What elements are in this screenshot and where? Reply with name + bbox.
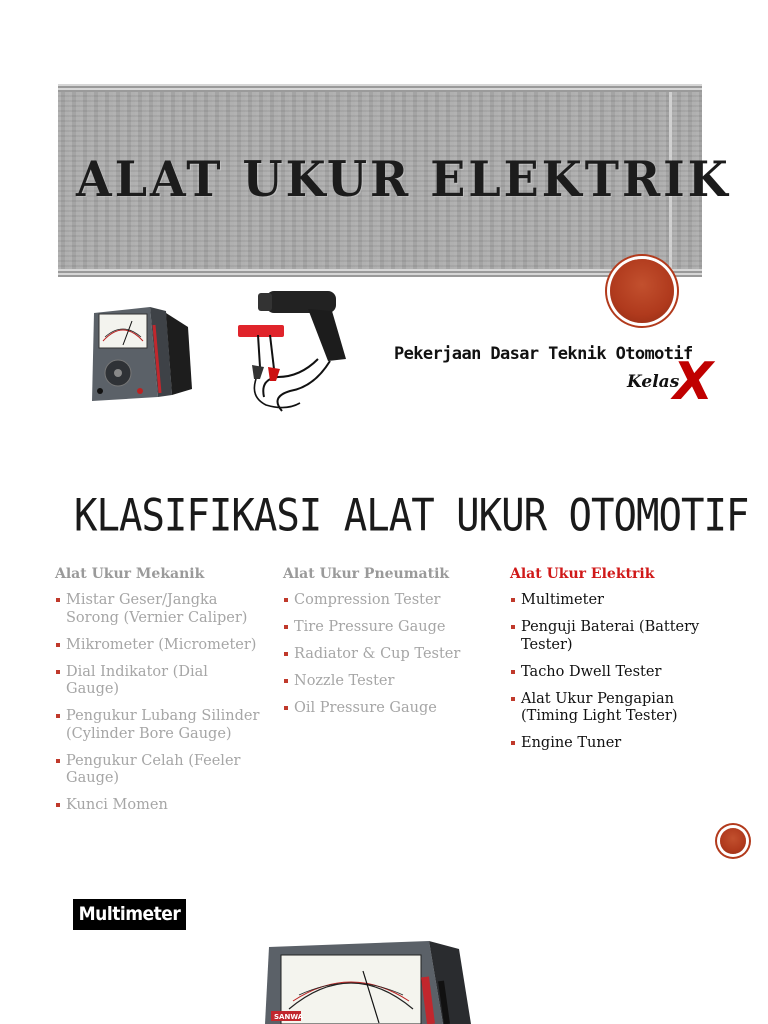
multimeter-label: Multimeter (73, 899, 186, 930)
list-item: Multimeter (510, 592, 710, 610)
list-item: Nozzle Tester (283, 673, 493, 691)
item-list (55, 592, 265, 815)
column-pneumatik (283, 566, 493, 727)
list-item: Engine Tuner (510, 735, 710, 753)
column-title: Alat Ukur Elektrik (510, 566, 655, 582)
multimeter-large-image (229, 937, 495, 1024)
column-elektrik (510, 566, 710, 762)
list-item: Radiator & Cup Tester (283, 646, 493, 664)
title-banner (58, 84, 731, 277)
timing-light-image (230, 287, 358, 421)
banner-stripe-top (58, 84, 702, 92)
column-title: Alat Ukur Pneumatik (283, 566, 450, 582)
multimeter-large-icon (229, 937, 495, 1024)
item-list (283, 592, 493, 718)
decorative-circle-large (610, 259, 674, 323)
decorative-circle-small (720, 828, 746, 854)
timing-light-icon (230, 287, 358, 421)
page-title: ALAT UKUR ELEKTRIK (76, 150, 731, 208)
list-item: Compression Tester (283, 592, 493, 610)
section-heading: KLASIFIKASI ALAT UKUR OTOMOTIF (74, 490, 749, 542)
list-item: Tire Pressure Gauge (283, 619, 493, 637)
meter-brand: SANWA (274, 1013, 304, 1021)
list-item: Mikrometer (Micrometer) (55, 637, 265, 655)
course-subtitle: Pekerjaan Dasar Teknik Otomotif (394, 344, 693, 364)
kelas-label: Kelas (627, 372, 680, 392)
list-item: Alat Ukur Pengapian (Timing Light Tester) (510, 691, 710, 726)
list-item: Mistar Geser/Jangka Sorong (Vernier Caliper) (55, 592, 265, 627)
multimeter-icon (88, 303, 200, 405)
list-item: Oil Pressure Gauge (283, 700, 493, 718)
multimeter-image (88, 303, 200, 405)
kelas-roman: X (673, 352, 714, 412)
list-item: Pengukur Lubang Silinder (Cylinder Bore Gauge) (55, 708, 265, 743)
list-item: Penguji Baterai (Battery Tester) (510, 619, 710, 654)
column-mekanik (55, 566, 265, 824)
item-list (510, 592, 710, 753)
column-title: Alat Ukur Mekanik (55, 566, 205, 582)
banner-stripe-bottom (58, 269, 702, 277)
list-item: Kunci Momen (55, 797, 265, 815)
list-item: Tacho Dwell Tester (510, 664, 710, 682)
list-item: Pengukur Celah (Feeler Gauge) (55, 753, 265, 788)
list-item: Dial Indikator (Dial Gauge) (55, 664, 265, 699)
